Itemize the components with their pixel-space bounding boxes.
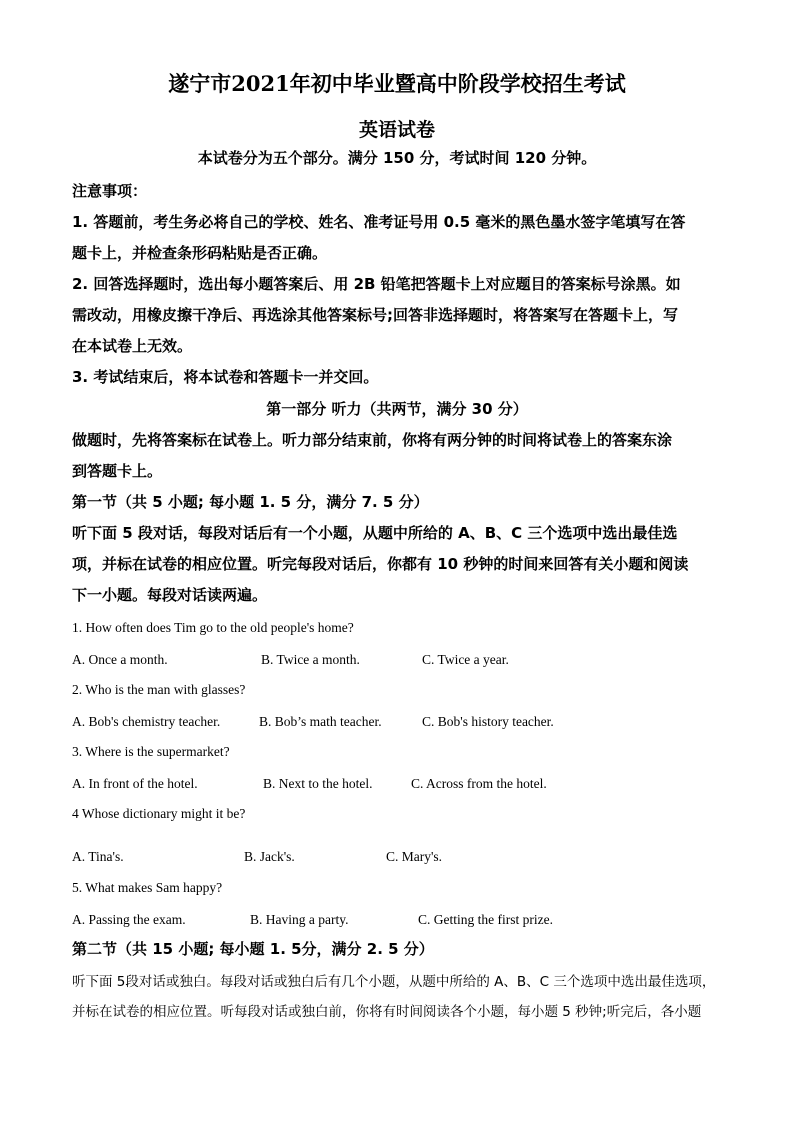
exam-title: 遂宁市2021年初中毕业暨高中阶段学校招生考试 xyxy=(168,71,626,96)
section1-instr-line-3: 下一小题。每段对话读两遍。 xyxy=(72,586,268,604)
question-4: 4 Whose dictionary might it be? xyxy=(72,806,246,821)
section2-instr-line-1: 听下面 5段对话或独白。每段对话或独白后有几个小题，从题中所给的 A、B、C 三个选项中选出最佳选项， xyxy=(72,974,716,990)
q3-option-a: A. In front of the hotel. xyxy=(72,776,198,791)
q1-option-b: B. Twice a month. xyxy=(261,652,360,667)
q4-option-c: C. Mary's. xyxy=(386,849,443,864)
q5-option-b: B. Having a party. xyxy=(250,912,349,927)
q3-option-c: C. Across from the hotel. xyxy=(411,776,547,791)
part1-heading: 第一部分 听力（共两节，满分 30 分） xyxy=(266,400,528,418)
q2-option-c: C. Bob's history teacher. xyxy=(422,714,554,729)
exam-summary: 本试卷分为五个部分。满分 150 分，考试时间 120 分钟。 xyxy=(197,149,597,167)
q3-option-b: B. Next to the hotel. xyxy=(263,776,373,791)
note-2-line-1: 2. 回答选择题时，选出每小题答案后、用 2B 铅笔把答题卡上对应题目的答案标号涂黑。如 xyxy=(72,275,681,293)
section1-instr-line-1: 听下面 5 段对话，每段对话后有一个小题，从题中所给的 A、B、C 三个选项中选出最佳选 xyxy=(72,524,678,542)
note-1-line-1: 1. 答题前，考生务必将自己的学校、姓名、准考证号用 0.5 毫米的黑色墨水签字笔填写在答 xyxy=(72,213,686,231)
question-3: 3. Where is the supermarket? xyxy=(72,744,230,759)
q2-option-a: A. Bob's chemistry teacher. xyxy=(72,714,221,729)
q1-option-a: A. Once a month. xyxy=(72,652,168,667)
notes-heading: 注意事项： xyxy=(72,182,148,200)
section1-heading: 第一节（共 5 小题; 每小题 1. 5 分，满分 7. 5 分） xyxy=(72,493,429,511)
question-5: 5. What makes Sam happy? xyxy=(72,880,223,895)
exam-subject: 英语试卷 xyxy=(358,119,435,141)
note-2-line-2: 需改动，用橡皮擦干净后、再选涂其他答案标号;回答非选择题时，将答案写在答题卡上，写 xyxy=(72,306,679,324)
note-3: 3. 考试结束后，将本试卷和答题卡一并交回。 xyxy=(72,368,379,386)
q2-option-b: B. Bob’s math teacher. xyxy=(259,714,382,729)
q1-option-c: C. Twice a year. xyxy=(422,652,509,667)
question-1: 1. How often does Tim go to the old people's home? xyxy=(72,620,354,635)
note-2-line-3: 在本试卷上无效。 xyxy=(72,337,193,355)
section2-instr-line-2: 并标在试卷的相应位置。听每段对话或独白前，你将有时间阅读各个小题，每小题 5 秒钟;听完后，各小题 xyxy=(72,1004,702,1020)
q4-option-b: B. Jack's. xyxy=(244,849,295,864)
part1-intro-line-2: 到答题卡上。 xyxy=(72,462,163,480)
section1-instr-line-2: 项，并标在试卷的相应位置。听完每段对话后，你都有 10 秒钟的时间来回答有关小题和阅读 xyxy=(72,555,689,573)
q4-option-a: A. Tina's. xyxy=(72,849,124,864)
q5-option-a: A. Passing the exam. xyxy=(72,912,186,927)
question-2: 2. Who is the man with glasses? xyxy=(72,682,246,697)
q5-option-c: C. Getting the first prize. xyxy=(418,912,553,927)
part1-intro-line-1: 做题时，先将答案标在试卷上。听力部分结束前，你将有两分钟的时间将试卷上的答案东涂 xyxy=(72,431,673,449)
section2-heading: 第二节（共 15 小题; 每小题 1. 5分，满分 2. 5 分） xyxy=(72,940,434,958)
note-1-line-2: 题卡上，并检查条形码粘贴是否正确。 xyxy=(72,244,328,262)
